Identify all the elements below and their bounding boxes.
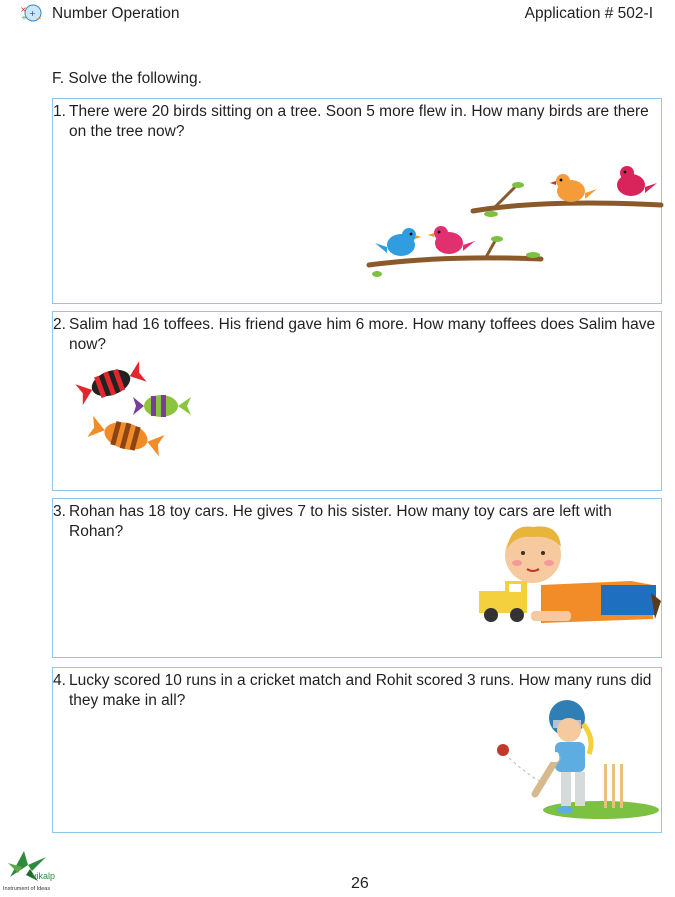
boy-with-toy-truck-illustration (471, 523, 661, 633)
svg-text:+: + (29, 9, 36, 18)
logo-wordmark: vikalp (32, 871, 56, 881)
question-1 (53, 102, 657, 142)
question-text: Salim had 16 toffees. His friend gave him 6 more. How many toffees does Salim have now? (69, 316, 656, 353)
subject-title: Number Operation (52, 5, 180, 22)
vikalp-logo-icon (2, 847, 57, 892)
birds-on-branch-illustration (365, 159, 665, 279)
question-number: 3. (53, 503, 66, 520)
svg-text:−: − (36, 15, 42, 23)
question-box-1 (52, 98, 662, 304)
logo-tagline: Instrument of Ideas (3, 886, 51, 892)
question-box-4 (52, 667, 662, 833)
application-number: Application # 502-I (524, 5, 653, 22)
girl-playing-cricket-illustration (491, 698, 661, 828)
question-box-2 (52, 311, 662, 491)
question-box-3 (52, 498, 662, 658)
question-text: There were 20 birds sitting on a tree. Soon 5 more flew in. How many birds are there on the tree now? (69, 103, 649, 140)
svg-text:÷: ÷ (21, 14, 27, 22)
question-number: 2. (53, 316, 66, 333)
page-number: 26 (351, 875, 369, 892)
question-2 (53, 315, 657, 355)
question-number: 4. (53, 672, 66, 689)
question-text: Rohan has 18 toy cars. He gives 7 to his sister. How many toy cars are left with Rohan? (69, 503, 612, 540)
svg-text:×: × (20, 5, 27, 14)
question-text: Lucky scored 10 runs in a cricket match and Rohit scored 3 runs. How many runs did they make in all? (69, 672, 652, 709)
section-instruction: F. Solve the following. (52, 70, 202, 87)
series-logo-icon (18, 3, 44, 23)
question-number: 1. (53, 103, 66, 120)
toffees-illustration (71, 358, 201, 468)
